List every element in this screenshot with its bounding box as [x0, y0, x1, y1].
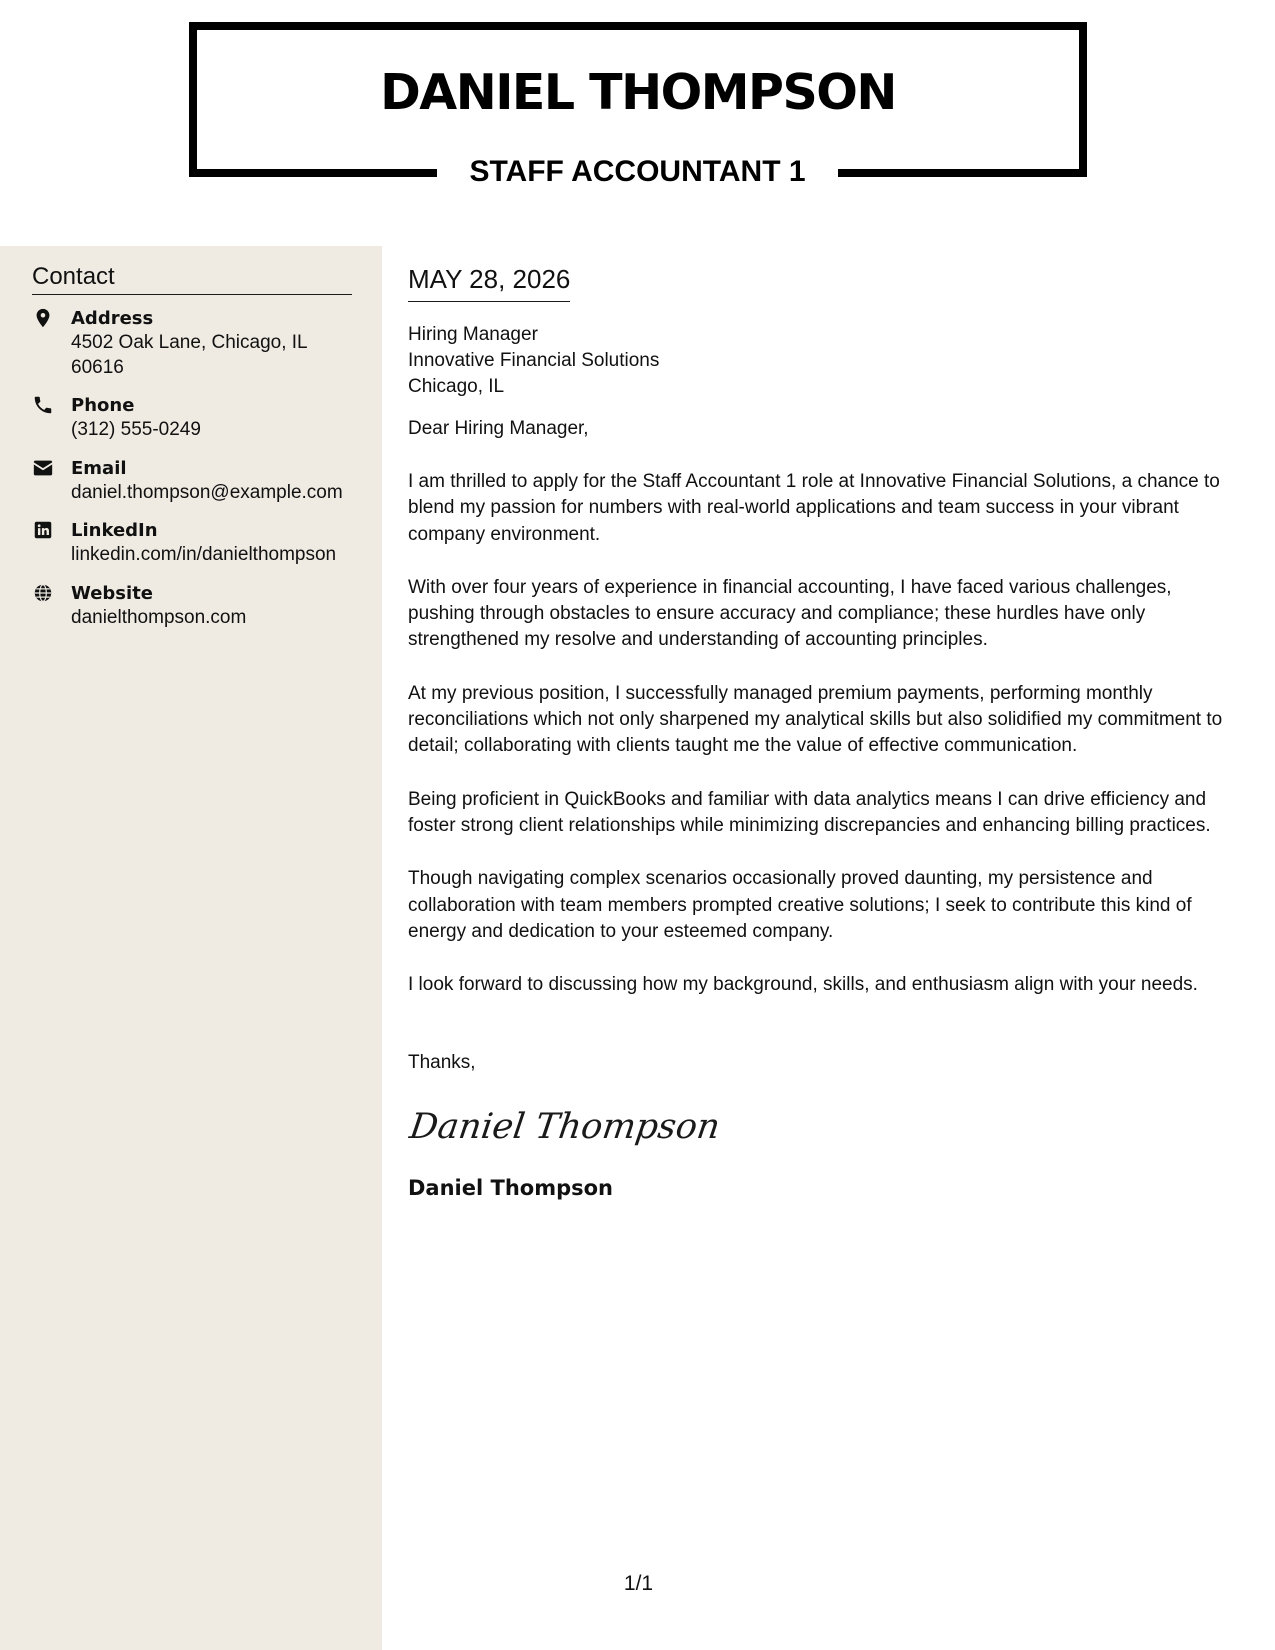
contact-item-website: [32, 581, 372, 631]
applicant-name: DANIEL THOMPSON: [380, 64, 896, 121]
letter-paragraph: At my previous position, I successfully managed premium payments, performing monthly reconciliations which not only sharpened my analytical skills but also solidified my commitment to detail; collaborating with clients taught me the value of effective communication.: [408, 682, 1223, 757]
salutation: Dear Hiring Manager,: [408, 418, 589, 439]
signer-name: Daniel Thompson: [408, 1176, 613, 1201]
contact-heading: Contact: [32, 262, 352, 295]
letter-paragraph: With over four years of experience in financial accounting, I have faced various challenges, pushing through obstacles to ensure accuracy and compliance; these hurdles have only strengthened my resolve and understanding of accounting principles.: [408, 576, 1172, 651]
contact-list: [32, 306, 372, 643]
contact-sidebar: [0, 246, 382, 1650]
linkedin-label: LinkedIn: [71, 520, 158, 541]
email-label: Email: [71, 457, 127, 479]
recipient-location: Chicago, IL: [408, 376, 505, 397]
website-label: Website: [71, 582, 154, 604]
recipient-title: Hiring Manager: [408, 324, 538, 345]
email-value: daniel.thompson@example.com: [71, 481, 343, 503]
signature-text: Daniel Thompson: [407, 1106, 723, 1148]
letter-paragraph: I look forward to discussing how my background, skills, and enthusiasm align with your needs.: [408, 974, 1198, 996]
contact-item-linkedin: [32, 518, 372, 568]
linkedin-icon: [32, 519, 54, 541]
contact-item-address: [32, 306, 372, 380]
address-label: Address: [71, 308, 154, 329]
phone-value: (312) 555-0249: [71, 419, 201, 440]
letter-paragraph: Though navigating complex scenarios occasionally proved daunting, my persistence and collaboration with team members prompted creative solutions; I seek to contribute this kind of energy and dedication to your esteemed company.: [408, 868, 1192, 942]
letter-date: MAY 28, 2026: [408, 262, 570, 302]
envelope-icon: [32, 457, 54, 479]
linkedin-value: linkedin.com/in/danielthompson: [71, 544, 337, 565]
map-pin-icon: [32, 307, 54, 329]
recipient-company: Innovative Financial Solutions: [408, 350, 660, 371]
address-value: 4502 Oak Lane, Chicago, IL 60616: [71, 332, 307, 378]
cover-letter-body: [408, 262, 1238, 1202]
contact-item-email: [32, 456, 372, 506]
contact-item-phone: [32, 393, 372, 443]
handwritten-signature: [407, 1098, 723, 1154]
letter-paragraph: Being proficient in QuickBooks and familiar with data analytics means I can drive efficiency and foster strong client relationships while minimizing discrepancies and enhancing billing practices.: [408, 788, 1211, 836]
page-number: 1/1: [623, 1572, 654, 1595]
closing: Thanks,: [408, 1052, 476, 1074]
phone-label: Phone: [71, 395, 135, 416]
job-title: STAFF ACCOUNTANT 1: [437, 150, 838, 194]
letter-paragraph: I am thrilled to apply for the Staff Accountant 1 role at Innovative Financial Solutions, a chance to blend my passion for numbers with real-world applications and team success in your vibrant company environment.: [408, 471, 1220, 545]
recipient-block: [408, 322, 1238, 400]
globe-icon: [32, 582, 54, 604]
website-value: danielthompson.com: [71, 606, 247, 628]
phone-icon: [32, 394, 54, 416]
